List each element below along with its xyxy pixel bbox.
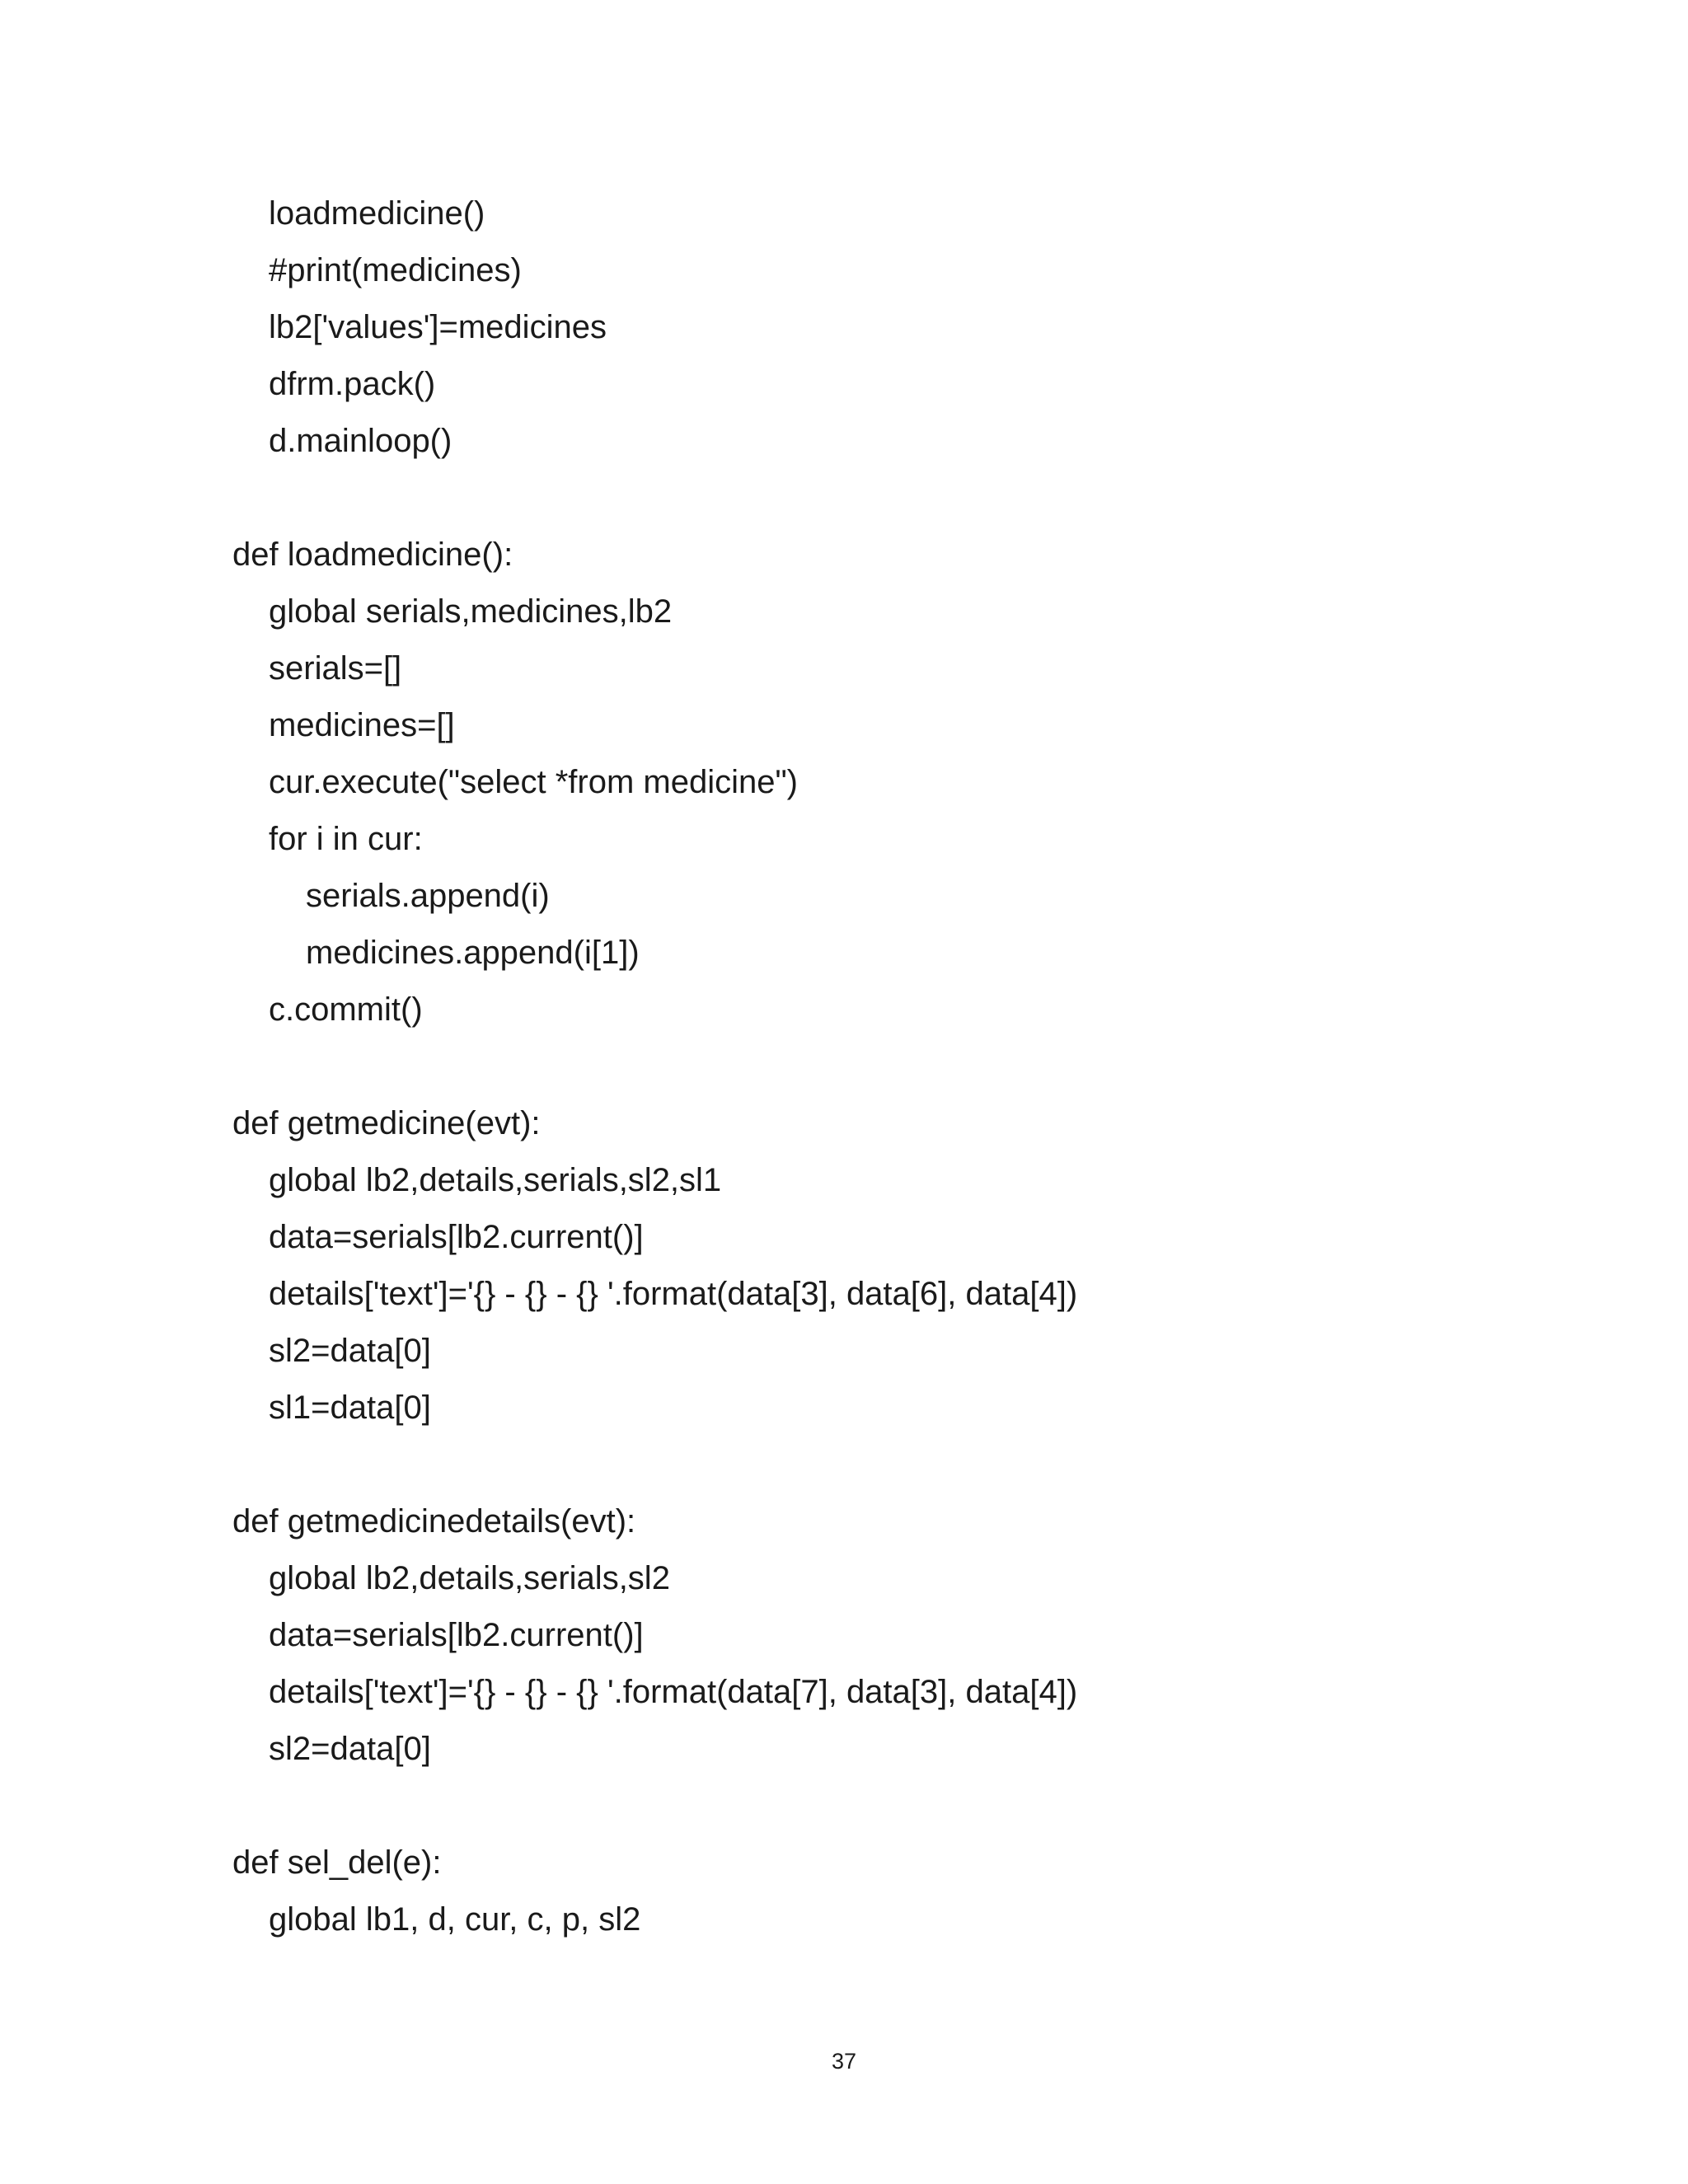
code-line: serials=[] [269, 650, 402, 687]
page-number: 37 [831, 2049, 857, 2074]
code-line: def getmedicine(evt): [232, 1105, 541, 1141]
code-line: global serials,medicines,lb2 [269, 593, 673, 630]
code-line: def sel_del(e): [232, 1844, 442, 1881]
code-line: lb2['values']=medicines [269, 309, 607, 345]
code-line: c.commit() [269, 991, 423, 1028]
code-line: dfrm.pack() [269, 366, 436, 402]
code-line: details['text']='{} - {} - {} '.format(data[7], data[3], data[4]) [269, 1674, 1078, 1710]
code-line: def loadmedicine(): [232, 537, 513, 573]
code-line: details['text']='{} - {} - {} '.format(data[3], data[6], data[4]) [269, 1276, 1078, 1312]
code-line: cur.execute("select *from medicine") [269, 764, 798, 800]
code-line: #print(medicines) [269, 252, 522, 288]
code-line: global lb1, d, cur, c, p, sl2 [269, 1901, 641, 1938]
code-line: loadmedicine() [269, 195, 485, 232]
code-line: sl2=data[0] [269, 1731, 431, 1767]
code-line: global lb2,details,serials,sl2,sl1 [269, 1162, 722, 1198]
code-line: data=serials[lb2.current()] [269, 1219, 644, 1255]
code-line: def getmedicinedetails(evt): [232, 1503, 636, 1540]
code-line: serials.append(i) [306, 878, 550, 914]
code-line: medicines=[] [269, 707, 455, 743]
code-line: sl1=data[0] [269, 1390, 431, 1426]
code-line: data=serials[lb2.current()] [269, 1617, 644, 1653]
code-line: d.mainloop() [269, 423, 452, 459]
code-line: global lb2,details,serials,sl2 [269, 1560, 670, 1596]
code-line: medicines.append(i[1]) [306, 935, 640, 971]
code-line: sl2=data[0] [269, 1333, 431, 1369]
code-line: for i in cur: [269, 821, 423, 857]
